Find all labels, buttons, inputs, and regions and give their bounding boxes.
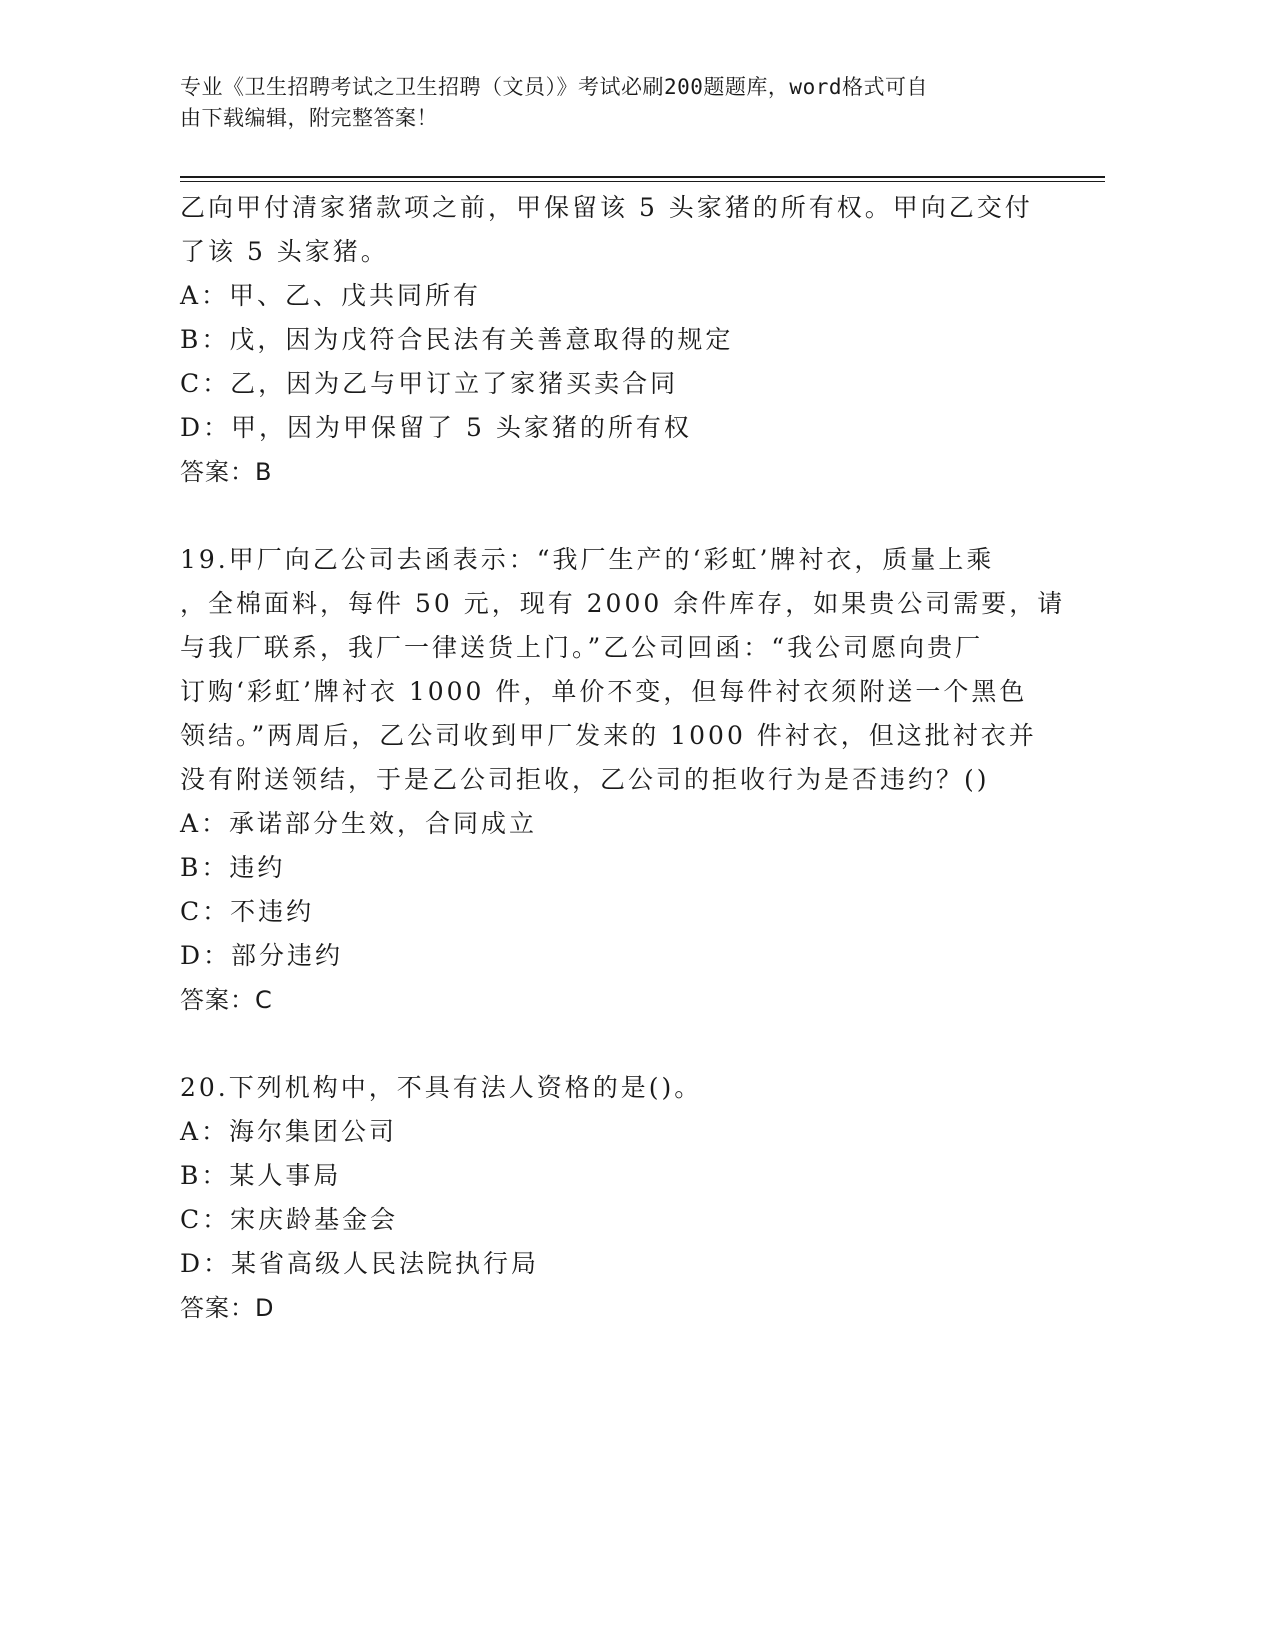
question-text-line: ，全棉面料，每件 50 元，现有 2000 余件库存，如果贵公司需要，请	[180, 589, 1066, 618]
header-divider-thin	[180, 181, 1105, 182]
option-b: B：某人事局	[180, 1161, 342, 1190]
spacer	[180, 494, 1060, 538]
answer: 答案：D	[180, 1294, 275, 1322]
option-a: A：海尔集团公司	[180, 1117, 398, 1146]
question-text-line: 20.下列机构中，不具有法人资格的是()。	[180, 1073, 703, 1102]
option-d: D：部分违约	[180, 941, 344, 970]
option-d: D：某省高级人民法院执行局	[180, 1249, 540, 1278]
answer: 答案：C	[180, 986, 273, 1014]
option-a: A：甲、乙、戊共同所有	[180, 281, 482, 310]
answer: 答案：B	[180, 458, 273, 486]
question-20	[180, 1066, 1060, 1330]
question-text-line: 领结。”两周后，乙公司收到甲厂发来的 1000 件衬衣，但这批衬衣并	[180, 721, 1037, 750]
question-text-line: 没有附送领结，于是乙公司拒收，乙公司的拒收行为是否违约？()	[180, 765, 990, 794]
question-text-line: 订购‘彩虹’牌衬衣 1000 件，单价不变，但每件衬衣须附送一个黑色	[180, 677, 1028, 706]
header-line-1: 专业《卫生招聘考试之卫生招聘（文员）》考试必刷200题题库，word格式可自	[180, 75, 928, 99]
question-text-line: 与我厂联系，我厂一律送货上门。”乙公司回函：“我公司愿向贵厂	[180, 633, 984, 662]
option-b: B：戊，因为戊符合民法有关善意取得的规定	[180, 325, 734, 354]
document-body	[180, 186, 1066, 1330]
option-c: C：乙，因为乙与甲订立了家猪买卖合同	[180, 369, 679, 398]
option-d: D：甲，因为甲保留了 5 头家猪的所有权	[180, 413, 692, 442]
option-b: B：违约	[180, 853, 286, 882]
question-19	[180, 538, 1066, 1022]
question-text-line: 19.甲厂向乙公司去函表示：“我厂生产的‘彩虹’牌衬衣，质量上乘	[180, 545, 995, 574]
option-c: C：宋庆龄基金会	[180, 1205, 399, 1234]
header-divider-thick	[180, 176, 1105, 178]
question-text-line: 了该 5 头家猪。	[180, 237, 389, 266]
question-18	[180, 186, 1060, 494]
option-c: C：不违约	[180, 897, 315, 926]
question-text-line: 乙向甲付清家猪款项之前，甲保留该 5 头家猪的所有权。甲向乙交付	[180, 193, 1033, 222]
spacer	[180, 1022, 1060, 1066]
header-line-2: 由下载编辑，附完整答案！	[180, 106, 438, 130]
document-header	[180, 72, 1040, 134]
option-a: A：承诺部分生效，合同成立	[180, 809, 538, 838]
